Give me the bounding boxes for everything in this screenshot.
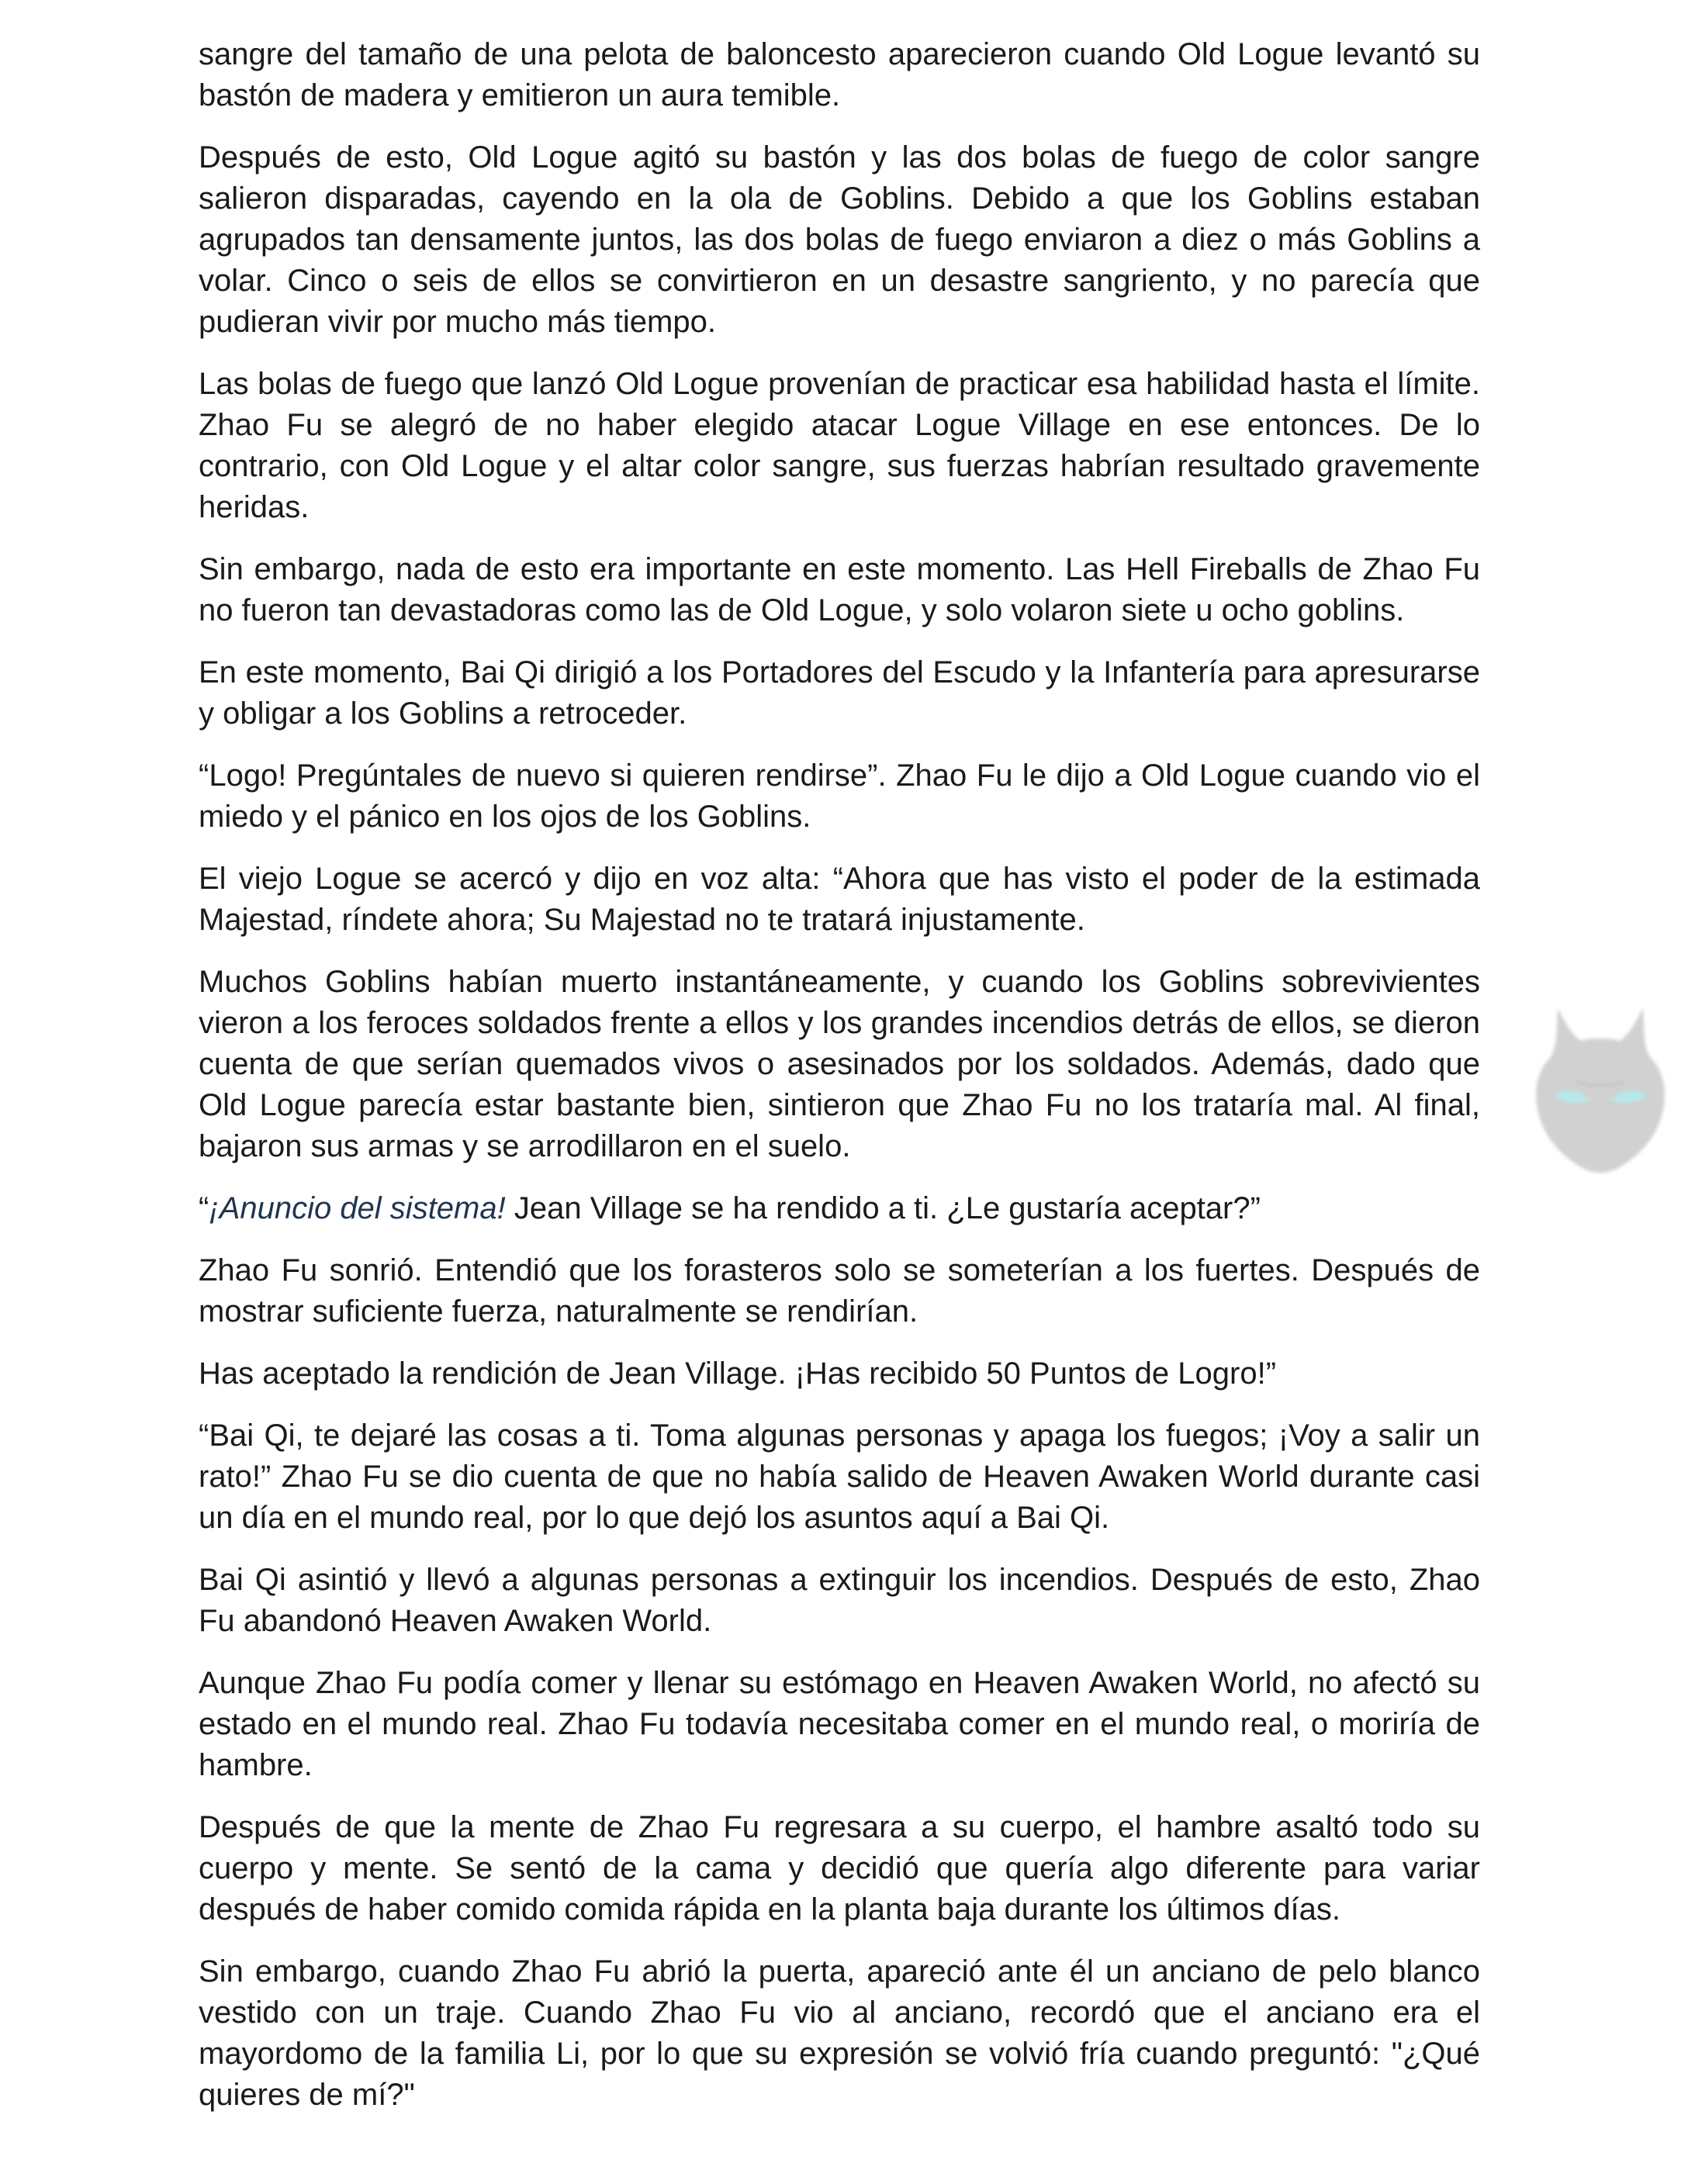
- paragraph: El viejo Logue se acercó y dijo en voz alta: “Ahora que has visto el poder de la estimada Majestad, ríndete ahora; Su Majestad no te tratará injustamente.: [199, 862, 1480, 937]
- demon-head-icon: [1527, 1002, 1674, 1180]
- paragraph: Bai Qi asintió y llevó a algunas personas a extinguir los incendios. Después de esto, Zhao Fu abandonó Heaven Awaken World.: [199, 1563, 1480, 1638]
- paragraph: Sin embargo, nada de esto era importante en este momento. Las Hell Fireballs de Zhao Fu no fueron tan devastadoras como las de Old Logue, y solo volaron siete u ocho goblins.: [199, 552, 1480, 627]
- paragraph: En este momento, Bai Qi dirigió a los Portadores del Escudo y la Infantería para apresurarse y obligar a los Goblins a retroceder.: [199, 655, 1480, 731]
- paragraph: Las bolas de fuego que lanzó Old Logue provenían de practicar esa habilidad hasta el límite. Zhao Fu se alegró de no haber elegido atacar Logue Village en ese entonces. De lo contrario, con Old Logue y el altar color sangre, sus fuerzas habrían resultado gravemente heridas.: [199, 367, 1480, 524]
- paragraph: Sin embargo, cuando Zhao Fu abrió la puerta, apareció ante él un anciano de pelo blanco vestido con un traje. Cuando Zhao Fu vio al anciano, recordó que el anciano era el mayordomo de la familia Li, por lo que su expresión se volvió fría cuando preguntó: "¿Qué quieres de mí?": [199, 1954, 1480, 2112]
- paragraph: sangre del tamaño de una pelota de baloncesto aparecieron cuando Old Logue levantó su bastón de madera y emitieron un aura temible.: [199, 37, 1480, 112]
- paragraph: Has aceptado la rendición de Jean Village. ¡Has recibido 50 Puntos de Logro!”: [199, 1356, 1277, 1391]
- system-announcement-paragraph: [199, 1188, 1480, 1229]
- open-quote: “: [199, 1191, 209, 1225]
- paragraph: Después de esto, Old Logue agitó su bastón y las dos bolas de fuego de color sangre salieron disparadas, cayendo en la ola de Goblins. Debido a que los Goblins estaban agrupados tan densamente juntos, las dos bolas de fuego enviaron a diez o más Goblins a volar. Cinco o seis de ellos se convirtieron en un desastre sangriento, y no parecía que pudieran vivir por mucho más tiempo.: [199, 140, 1480, 339]
- paragraph: “Logo! Pregúntales de nuevo si quieren rendirse”. Zhao Fu le dijo a Old Logue cuando vio el miedo y el pánico en los ojos de los Goblins.: [199, 759, 1480, 834]
- paragraph: Aunque Zhao Fu podía comer y llenar su estómago en Heaven Awaken World, no afectó su estado en el mundo real. Zhao Fu todavía necesitaba comer en el mundo real, o moriría de hambre.: [199, 1666, 1480, 1782]
- paragraph: “Bai Qi, te dejaré las cosas a ti. Toma algunas personas y apaga los fuegos; ¡Voy a salir un rato!” Zhao Fu se dio cuenta de que no había salido de Heaven Awaken World durante casi un día en el mundo real, por lo que dejó los asuntos aquí a Bai Qi.: [199, 1419, 1480, 1535]
- system-announcement-label: ¡Anuncio del sistema!: [209, 1191, 506, 1225]
- document-page: [199, 34, 1480, 2137]
- paragraph: Muchos Goblins habían muerto instantáneamente, y cuando los Goblins sobrevivientes vieron a los feroces soldados frente a ellos y los grandes incendios detrás de ellos, se dieron cuenta de que serían quemados vivos o asesinados por los soldados. Además, dado que Old Logue parecía estar bastante bien, sintieron que Zhao Fu no los trataría mal. Al final, bajaron sus armas y se arrodillaron en el suelo.: [199, 965, 1480, 1163]
- system-announcement-text: Jean Village se ha rendido a ti. ¿Le gustaría aceptar?”: [505, 1191, 1261, 1225]
- paragraph: Después de que la mente de Zhao Fu regresara a su cuerpo, el hambre asaltó todo su cuerpo y mente. Se sentó de la cama y decidió que quería algo diferente para variar después de haber comido comida rápida en la planta baja durante los últimos días.: [199, 1810, 1480, 1927]
- paragraph: Zhao Fu sonrió. Entendió que los forasteros solo se someterían a los fuertes. Después de mostrar suficiente fuerza, naturalmente se rendirían.: [199, 1253, 1480, 1329]
